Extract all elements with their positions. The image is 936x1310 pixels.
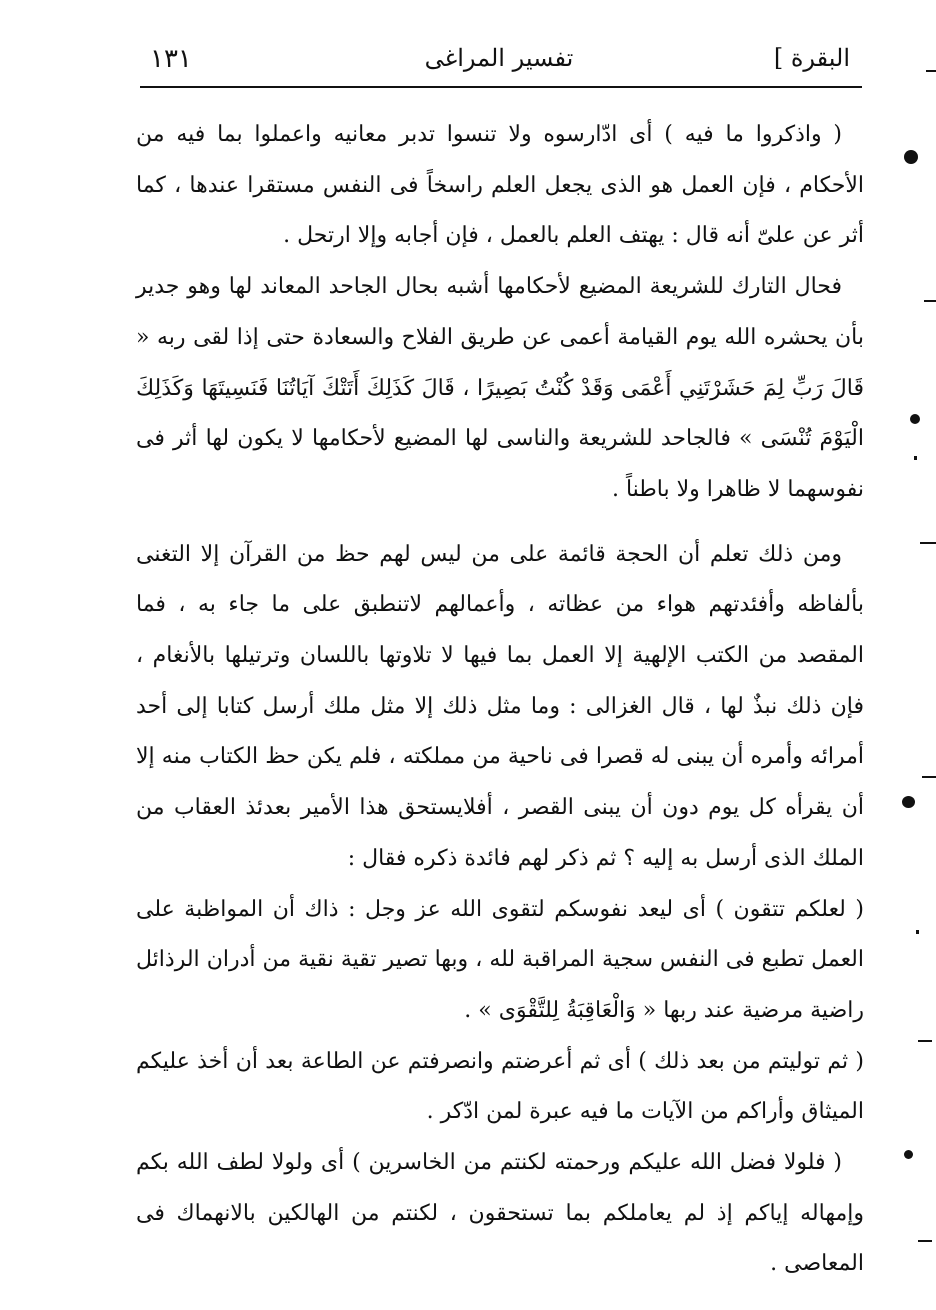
paragraph: ( واذكروا ما فيه ) أى ادّارسوه ولا تنسوا تدبر معانيه واعملوا بما فيه من الأحكام ، فإن العمل هو الذى يجعل العلم راسخاً فى النفس مستقرا عندها ، كما أثر عن علىّ أنه قال : يهتف العلم بالعمل ، فإن أجابه وإلا ارتحل . — [136, 122, 864, 249]
book-title: تفسير المراغى — [424, 44, 574, 72]
scan-blot — [904, 150, 918, 164]
scan-blot — [910, 414, 920, 424]
paragraph: ( ثم توليتم من بعد ذلك ) أى ثم أعرضتم وانصرفتم عن الطاعة بعد أن أخذ عليكم الميثاق وأراكم من الآيات ما فيه عبرة لمن ادّكر . — [136, 1048, 864, 1125]
paragraph: ومن ذلك تعلم أن الحجة قائمة على من ليس لهم حظ من القرآن إلا التغنى بألفاظه وأفئدتهم هواء من عظاته ، وأعمالهم لاتنطبق على ما جاء به ، فما المقصد من الكتب الإلهية إلا العمل بما فيها لا تلاوتها باللسان وترتيلها بالأنغام ، فإن ذلك نبذٌ لها ، قال الغزالى : وما مثل ذلك إلا مثل ملك أرسل كتابا إلى أحد أمرائه وأمره أن يبنى له قصرا فى ناحية من مملكته ، فلم يكن حظ الكتاب منه إلا أن يقرأه كل يوم دون أن يبنى القصر ، أفلايستحق هذا الأمير بعدئذ العقاب من الملك الذى أرسل به إليه ؟ ثم ذكر لهم فائدة ذكره فقال : — [136, 541, 864, 871]
scan-blot — [904, 1150, 913, 1159]
header-rule — [140, 86, 862, 88]
scan-mark — [922, 776, 936, 778]
scan-mark — [918, 1240, 932, 1242]
scan-blot — [902, 796, 915, 808]
scan-mark — [918, 1040, 932, 1042]
scan-mark — [924, 300, 936, 302]
page-header — [138, 38, 860, 82]
commentary-body — [136, 110, 864, 1290]
page-number: ١٣١ — [150, 44, 192, 74]
scan-mark — [914, 456, 917, 460]
paragraph: ( لعلكم تتقون ) أى ليعد نفوسكم لتقوى الله عز وجل : ذاك أن المواظبة على العمل تطبع فى النفس سجية المراقبة لله ، وبها تصير تقية نقية من أدران الرذائل راضية مرضية عند ربها « وَالْعَاقِبَةُ لِلتَّقْوَى » . — [136, 896, 864, 1023]
paragraph: فحال التارك للشريعة المضيع لأحكامها أشبه بحال الجاحد المعاند لها وهو جدير بأن يحشره الله يوم القيامة أعمى عن طريق الفلاح والسعادة حتى إذا لقى ربه « قَالَ رَبِّ لِمَ حَشَرْتَنِي أَعْمَى وَقَدْ كُنْتُ بَصِيرًا ، قَالَ كَذَلِكَ أَتَتْكَ آيَاتُنَا فَنَسِيتَهَا وَكَذَلِكَ الْيَوْمَ تُنْسَى » فالجاحد للشريعة والناسى لها المضيع لأحكامها لا يكون لها أثر فى نفوسهما لا ظاهرا ولا باطناً . — [136, 274, 864, 502]
paragraph: ( فلولا فضل الله عليكم ورحمته لكنتم من الخاسرين ) أى ولولا لطف الله بكم وإمهاله إياكم إذ لم يعاملكم بما تستحقون ، لكنتم من الهالكين بالانهماك فى المعاصى . — [136, 1150, 864, 1277]
scan-mark — [916, 930, 919, 934]
scan-mark — [920, 542, 936, 544]
scan-mark — [926, 70, 936, 72]
surah-name: البقرة ] — [773, 44, 850, 72]
